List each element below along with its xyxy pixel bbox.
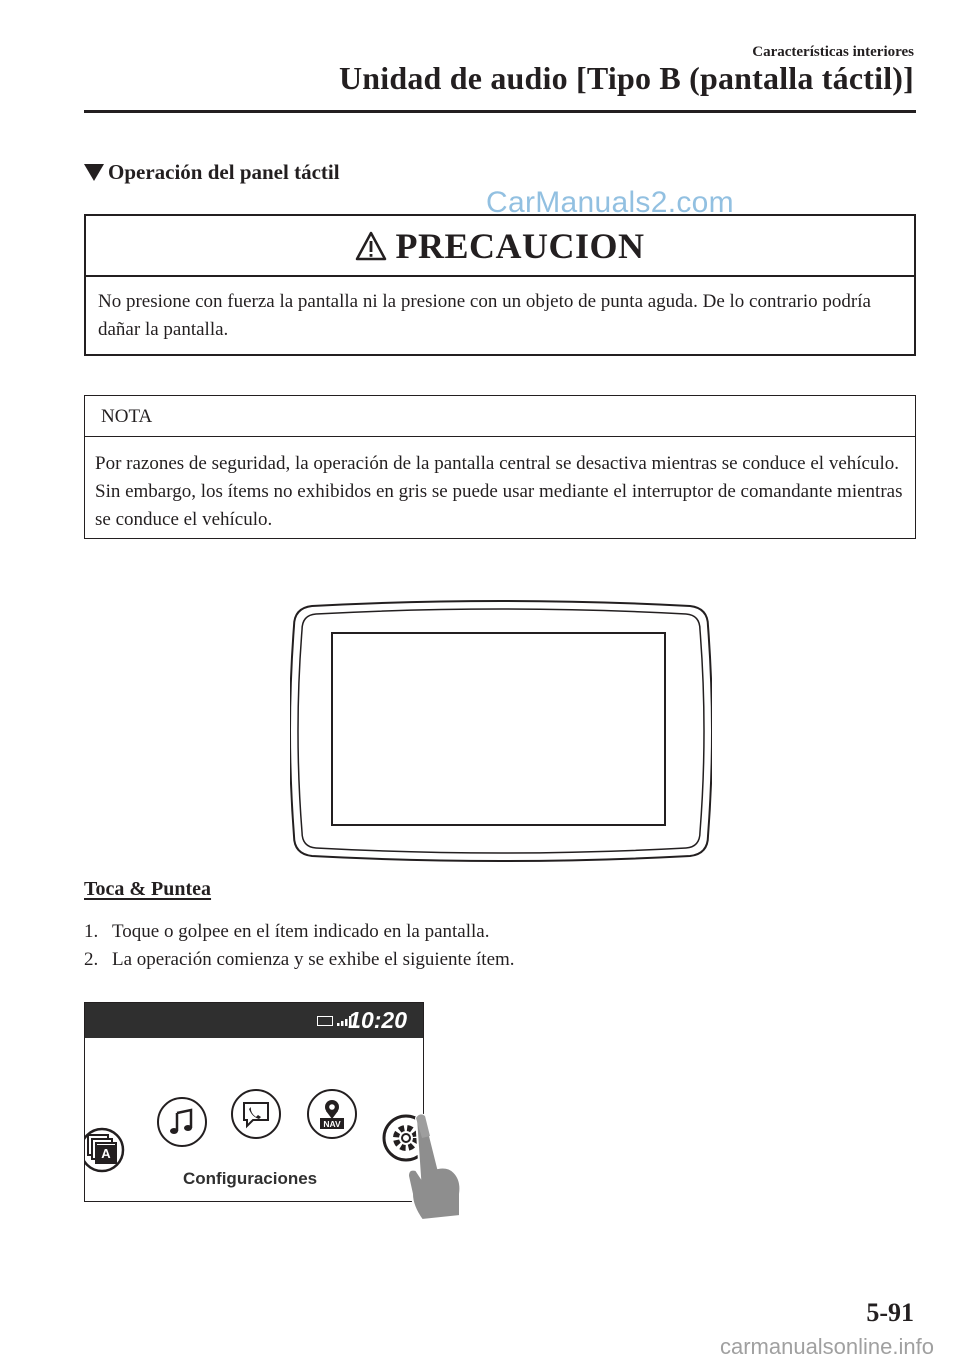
watermark: CarManuals2.com [486,186,734,219]
subsection-title: Operación del panel táctil [108,160,340,184]
note-text: Por razones de seguridad, la operación de la pantalla central se desactiva mientras se conduce el vehículo. Sin embargo, los ítems no exhibidos en gris se puede usar mediante el interruptor de comandante mientras se conduce el vehículo. [95,453,903,530]
step-text: La operación comienza y se exhibe el siguiente ítem. [112,949,515,970]
apps-badge: A [97,1145,115,1162]
status-bar [85,1003,423,1038]
navigation-icon[interactable] [307,1089,357,1139]
list-item [84,918,515,946]
page-title: Unidad de audio [Tipo B (pantalla táctil)] [338,60,914,96]
list-item [84,946,515,974]
phone-icon[interactable] [231,1089,281,1139]
page-number: 5-91 [866,1298,914,1327]
caution-box [84,214,916,356]
note-header [85,396,915,437]
step-number: 1. [84,921,99,942]
step-text: Toque o golpee en el ítem indicado en la pantalla. [112,921,490,942]
battery-icon [317,1016,333,1026]
header-rule [84,110,916,113]
caution-text: No presione con fuerza la pantalla ni la presione con un objeto de punta aguda. De lo contrario podría dañar la pantalla. [98,291,871,340]
pointing-hand-icon [402,1110,464,1222]
caution-header [86,216,914,277]
note-title: NOTA [101,406,153,427]
touch-steps [84,918,515,974]
home-screen-example [84,1002,424,1202]
settings-label: Configuraciones [183,1169,318,1188]
footer-watermark: carmanualsonline.info [719,1334,934,1359]
music-icon[interactable] [157,1097,207,1147]
nav-badge: NAV [323,1119,341,1129]
subsection-heading [84,160,340,185]
section-name: Características interiores [752,44,914,60]
apps-icon[interactable] [84,1127,125,1173]
note-box [84,395,916,539]
center-display-illustration [290,600,712,862]
triangle-bullet-icon [84,164,104,181]
clock: 10:20 [348,1007,407,1033]
step-number: 2. [84,949,99,970]
warning-icon [355,231,387,261]
touch-heading: Toca & Puntea [84,878,212,900]
caution-title: PRECAUCION [395,225,645,266]
